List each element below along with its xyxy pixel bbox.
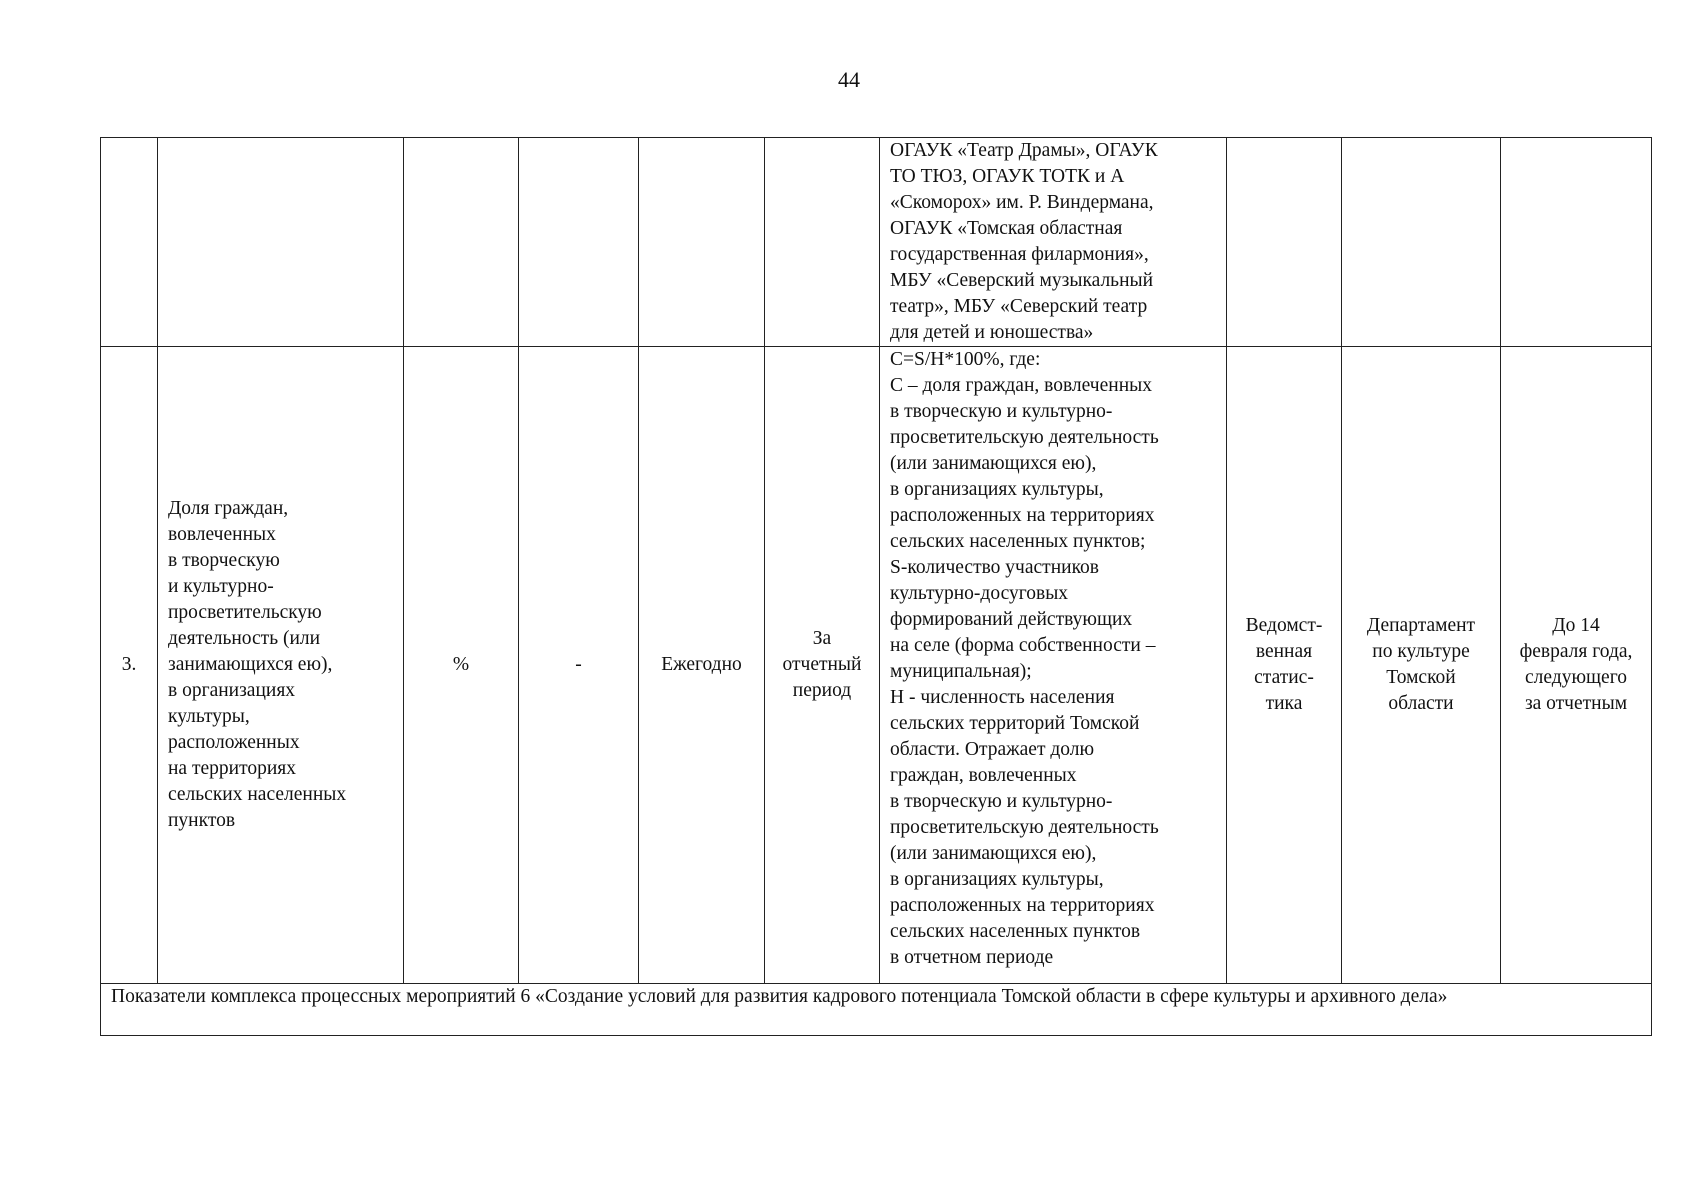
cell-method-continuation: ОГАУК «Театр Драмы», ОГАУК ТО ТЮЗ, ОГАУК ТОТК и А «Скоморох» им. Р. Виндермана, ОГАУК «Томская областная государственная филармония», МБУ «Северский музыкальный театр», МБУ «Северский театр для детей и юношества»	[880, 138, 1227, 347]
cell-period: За отчетный период	[765, 347, 880, 984]
table-row-continuation	[101, 138, 1652, 347]
cell-unit: %	[404, 347, 519, 984]
cell-responsible: Департамент по культуре Томской области	[1342, 347, 1501, 984]
cell-unit-empty	[404, 138, 519, 347]
indicators-table	[100, 137, 1652, 1036]
cell-indicator-empty	[158, 138, 404, 347]
cell-indicator-name: Доля граждан, вовлеченных в творческую и культурно- просветительскую деятельность (или занимающихся ею), в организациях культуры, расположенных на территориях сельских населенных пунктов	[158, 347, 404, 984]
cell-deadline: До 14 февраля года, следующего за отчетным	[1501, 347, 1652, 984]
cell-row-number: 3.	[101, 347, 158, 984]
cell-periodicity-empty	[639, 138, 765, 347]
cell-periodicity: Ежегодно	[639, 347, 765, 984]
cell-deadline-empty	[1501, 138, 1652, 347]
cell-period-empty	[765, 138, 880, 347]
cell-source-empty	[1227, 138, 1342, 347]
table-row-section-header	[101, 984, 1652, 1036]
page-number: 44	[838, 67, 860, 92]
cell-num-empty	[101, 138, 158, 347]
cell-responsible-empty	[1342, 138, 1501, 347]
table-row-3	[101, 347, 1652, 984]
cell-dash: -	[519, 347, 639, 984]
cell-data-source: Ведомст- венная статис- тика	[1227, 347, 1342, 984]
cell-section-title: Показатели комплекса процессных мероприятий 6 «Создание условий для развития кадрового потенциала Томской области в сфере культуры и архивного дела»	[101, 984, 1652, 1036]
cell-dash-empty	[519, 138, 639, 347]
cell-calculation-method: С=S/Н*100%, где: С – доля граждан, вовлеченных в творческую и культурно- просветительскую деятельность (или занимающихся ею), в организациях культуры, расположенных на территориях сельских населенных пунктов; S-количество участников культурно-досуговых формирований действующих на селе (форма собственности – муниципальная); Н - численность населения сельских территорий Томской области. Отражает долю граждан, вовлеченных в творческую и культурно- просветительскую деятельность (или занимающихся ею), в организациях культуры, расположенных на территориях сельских населенных пунктов в отчетном периоде	[880, 347, 1227, 984]
